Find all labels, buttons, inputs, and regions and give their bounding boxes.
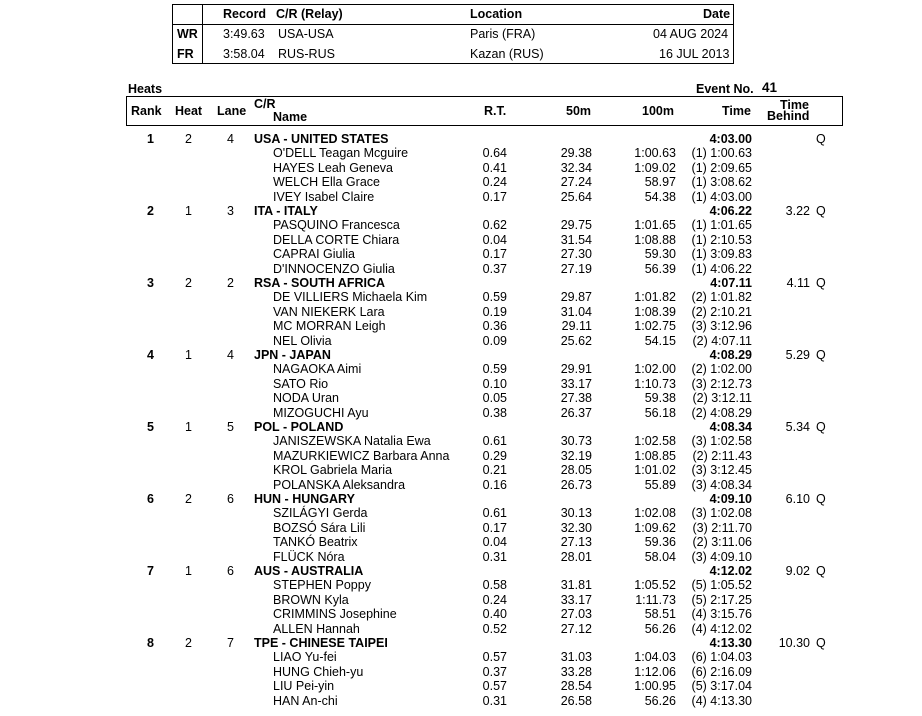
swimmer-row — [0, 622, 922, 636]
team-rank: 5 — [147, 420, 154, 434]
team-time-behind: 4.11 — [786, 276, 810, 290]
results-header — [126, 96, 843, 126]
split-50m: 33.28 — [560, 664, 592, 679]
swimmer-name: BROWN Kyla — [273, 592, 349, 607]
swimmer-row — [0, 377, 922, 391]
cumulative-time: (1) 4:03.00 — [691, 189, 752, 204]
team-rank: 4 — [147, 348, 154, 362]
reaction-time: 0.36 — [482, 319, 507, 334]
split-50m: 32.34 — [560, 160, 592, 175]
split-50m: 29.75 — [560, 218, 592, 233]
swimmer-name: MIZOGUCHI Ayu — [273, 405, 369, 420]
team-lane: 3 — [227, 204, 234, 218]
cumulative-time: (3) 3:12.45 — [691, 463, 752, 478]
cumulative-time: (1) 3:09.83 — [691, 247, 752, 262]
swimmer-name: MAZURKIEWICZ Barbara Anna — [273, 448, 450, 463]
split-50m: 25.62 — [560, 333, 592, 348]
swimmer-row — [0, 334, 922, 348]
team-heat: 1 — [185, 420, 192, 434]
swimmer-row — [0, 190, 922, 204]
cumulative-time: (5) 2:17.25 — [691, 592, 752, 607]
swimmer-name: FLÜCK Nóra — [273, 549, 345, 564]
reaction-time: 0.57 — [482, 679, 507, 694]
record-date: 16 JUL 2013 — [659, 47, 730, 61]
reaction-time: 0.29 — [482, 448, 507, 463]
reaction-time: 0.57 — [482, 650, 507, 665]
swimmer-row — [0, 694, 922, 708]
split-100m: 1:11.73 — [635, 592, 676, 607]
team-heat: 2 — [185, 636, 192, 650]
split-100m: 1:02.75 — [634, 319, 676, 334]
qualified-mark: Q — [816, 348, 826, 362]
team-heat: 2 — [185, 492, 192, 506]
cumulative-time: (2) 1:01.82 — [691, 290, 752, 305]
cumulative-time: (1) 1:01.65 — [691, 218, 752, 233]
team-row — [0, 276, 922, 290]
split-100m: 54.15 — [644, 333, 676, 348]
team-row — [0, 132, 922, 146]
team-name: USA - UNITED STATES — [254, 132, 389, 146]
reaction-time: 0.58 — [482, 578, 507, 593]
split-50m: 30.73 — [560, 434, 592, 449]
split-100m: 1:04.03 — [634, 650, 676, 665]
swimmer-name: NAGAOKA Aimi — [273, 362, 362, 377]
reaction-time: 0.38 — [482, 405, 507, 420]
team-time: 4:07.11 — [710, 276, 752, 290]
cumulative-time: (3) 2:12.73 — [691, 376, 752, 391]
split-100m: 56.26 — [644, 621, 676, 636]
team-heat: 2 — [185, 276, 192, 290]
cumulative-time: (6) 2:16.09 — [691, 664, 752, 679]
swimmer-name: VAN NIEKERK Lara — [273, 304, 385, 319]
reaction-time: 0.37 — [482, 261, 507, 276]
swimmer-name: BOZSÓ Sára Lili — [273, 520, 366, 535]
col-cr: C/R — [254, 97, 276, 111]
cumulative-time: (2) 3:11.06 — [692, 535, 752, 550]
swimmer-row — [0, 305, 922, 319]
team-rank: 1 — [147, 132, 154, 146]
swimmer-row — [0, 161, 922, 175]
team-heat: 1 — [185, 204, 192, 218]
team-time-behind: 10.30 — [778, 636, 810, 650]
reaction-time: 0.09 — [482, 333, 507, 348]
qualified-mark: Q — [816, 132, 826, 146]
team-time-behind: 3.22 — [785, 204, 810, 218]
swimmer-name: DELLA CORTE Chiara — [273, 232, 400, 247]
col-rank: Rank — [131, 104, 162, 118]
split-100m: 1:00.63 — [634, 146, 676, 161]
team-rank: 6 — [147, 492, 154, 506]
swimmer-row — [0, 550, 922, 564]
cumulative-time: (1) 1:00.63 — [691, 146, 752, 161]
reaction-time: 0.16 — [482, 477, 507, 492]
record-holder: RUS-RUS — [278, 47, 335, 61]
cumulative-time: (2) 2:11.43 — [692, 448, 752, 463]
swimmer-name: D'INNOCENZO Giulia — [273, 261, 395, 276]
split-100m: 56.18 — [644, 405, 676, 420]
split-100m: 58.04 — [644, 549, 676, 564]
team-row — [0, 636, 922, 650]
swimmer-row — [0, 578, 922, 592]
team-time: 4:09.10 — [709, 492, 752, 506]
team-time: 4:13.30 — [709, 636, 752, 650]
reaction-time: 0.52 — [482, 621, 507, 636]
cumulative-time: (2) 4:08.29 — [691, 405, 752, 420]
team-heat: 2 — [185, 132, 192, 146]
swimmer-name: TANKÓ Beatrix — [273, 535, 358, 550]
qualified-mark: Q — [816, 276, 826, 290]
split-100m: 59.38 — [644, 391, 676, 406]
reaction-time: 0.40 — [482, 607, 507, 622]
swimmer-name: NODA Uran — [273, 391, 339, 406]
team-row — [0, 204, 922, 218]
swimmer-row — [0, 262, 922, 276]
swimmer-name: LIAO Yu-fei — [273, 650, 337, 665]
split-50m: 27.03 — [560, 607, 592, 622]
swimmer-row — [0, 175, 922, 189]
reaction-time: 0.05 — [482, 391, 507, 406]
cumulative-time: (4) 3:15.76 — [691, 607, 752, 622]
cumulative-time: (5) 3:17.04 — [691, 679, 752, 694]
swimmer-name: CAPRAI Giulia — [273, 247, 355, 262]
swimmer-row — [0, 362, 922, 376]
split-50m: 28.01 — [560, 549, 592, 564]
event-label: Event No. — [696, 82, 754, 96]
swimmer-row — [0, 478, 922, 492]
split-50m: 31.04 — [560, 304, 592, 319]
swimmer-row — [0, 247, 922, 261]
records-table — [172, 4, 734, 64]
split-50m: 29.87 — [560, 290, 592, 305]
swimmer-name: IVEY Isabel Claire — [273, 189, 375, 204]
reaction-time: 0.64 — [482, 146, 507, 161]
team-rank: 7 — [147, 564, 154, 578]
team-time-behind: 5.34 — [785, 420, 810, 434]
split-100m: 1:08.88 — [634, 232, 676, 247]
reaction-time: 0.10 — [482, 376, 507, 391]
team-rank: 8 — [147, 636, 154, 650]
col-rt: R.T. — [484, 104, 507, 118]
split-100m: 1:10.73 — [634, 376, 676, 391]
team-row — [0, 348, 922, 362]
record-holder: USA-USA — [278, 27, 334, 41]
reaction-time: 0.24 — [482, 175, 507, 190]
team-lane: 4 — [227, 132, 234, 146]
records-header-record: Record — [223, 7, 267, 21]
team-name: JPN - JAPAN — [254, 348, 331, 362]
reaction-time: 0.62 — [482, 218, 507, 233]
swimmer-row — [0, 218, 922, 232]
swimmer-name: HAYES Leah Geneva — [273, 160, 393, 175]
reaction-time: 0.04 — [482, 535, 507, 550]
split-50m: 27.30 — [560, 247, 592, 262]
record-time: 3:49.63 — [223, 27, 265, 41]
split-100m: 1:01.82 — [634, 290, 676, 305]
col-100m: 100m — [642, 104, 674, 118]
qualified-mark: Q — [816, 636, 826, 650]
swimmer-row — [0, 406, 922, 420]
swimmer-name: O'DELL Teagan Mcguire — [273, 146, 409, 161]
qualified-mark: Q — [816, 420, 826, 434]
split-50m: 28.05 — [560, 463, 592, 478]
cumulative-time: (4) 4:13.30 — [691, 693, 752, 708]
split-100m: 58.97 — [644, 175, 676, 190]
split-50m: 27.12 — [560, 621, 592, 636]
split-100m: 1:12.06 — [634, 664, 676, 679]
team-row — [0, 492, 922, 506]
team-heat: 1 — [185, 348, 192, 362]
cumulative-time: (3) 4:09.10 — [691, 549, 752, 564]
cumulative-time: (2) 1:02.00 — [691, 362, 752, 377]
team-name: POL - POLAND — [254, 420, 344, 434]
team-row — [0, 564, 922, 578]
record-row-fr — [173, 45, 733, 63]
swimmer-row — [0, 146, 922, 160]
split-50m: 26.73 — [560, 477, 592, 492]
swimmer-row — [0, 434, 922, 448]
reaction-time: 0.61 — [482, 506, 507, 521]
record-location: Kazan (RUS) — [470, 47, 544, 61]
split-100m: 54.38 — [644, 189, 676, 204]
reaction-time: 0.19 — [482, 304, 507, 319]
swimmer-row — [0, 391, 922, 405]
split-100m: 1:02.00 — [634, 362, 676, 377]
cumulative-time: (3) 3:12.96 — [691, 319, 752, 334]
cumulative-time: (6) 1:04.03 — [691, 650, 752, 665]
col-50m: 50m — [566, 104, 592, 118]
split-100m: 59.30 — [644, 247, 676, 262]
reaction-time: 0.17 — [482, 520, 507, 535]
split-50m: 27.38 — [560, 391, 592, 406]
reaction-time: 0.37 — [482, 664, 507, 679]
swimmer-name: STEPHEN Poppy — [273, 578, 371, 593]
cumulative-time: (1) 4:06.22 — [691, 261, 752, 276]
swimmer-row — [0, 506, 922, 520]
team-time: 4:08.29 — [709, 348, 752, 362]
swimmer-name: HAN An-chi — [273, 693, 338, 708]
split-50m: 27.13 — [560, 535, 592, 550]
swimmer-name: KROL Gabriela Maria — [273, 463, 393, 478]
split-100m: 59.36 — [644, 535, 676, 550]
col-name: Name — [273, 110, 308, 124]
cumulative-time: (2) 3:12.11 — [692, 391, 752, 406]
split-50m: 27.24 — [560, 175, 592, 190]
split-100m: 58.51 — [644, 607, 676, 622]
swimmer-name: DE VILLIERS Michaela Kim — [273, 290, 428, 305]
swimmer-row — [0, 607, 922, 621]
team-lane: 6 — [227, 492, 234, 506]
swimmer-row — [0, 679, 922, 693]
reaction-time: 0.59 — [482, 362, 507, 377]
split-50m: 27.19 — [560, 261, 592, 276]
records-header-date: Date — [703, 7, 731, 21]
team-time: 4:03.00 — [709, 132, 752, 146]
split-50m: 32.30 — [560, 520, 592, 535]
qualified-mark: Q — [816, 564, 826, 578]
split-100m: 56.39 — [644, 261, 676, 276]
cumulative-time: (1) 3:08.62 — [691, 175, 752, 190]
split-50m: 29.11 — [561, 319, 592, 334]
split-50m: 31.03 — [560, 650, 592, 665]
team-lane: 7 — [227, 636, 234, 650]
reaction-time: 0.24 — [482, 592, 507, 607]
reaction-time: 0.59 — [482, 290, 507, 305]
swimmer-row — [0, 449, 922, 463]
swimmer-row — [0, 319, 922, 333]
swimmer-name: ALLEN Hannah — [273, 621, 360, 636]
split-50m: 26.58 — [560, 693, 592, 708]
split-50m: 31.54 — [560, 232, 592, 247]
team-name: RSA - SOUTH AFRICA — [254, 276, 386, 290]
reaction-time: 0.31 — [482, 549, 507, 564]
team-row — [0, 420, 922, 434]
swimmer-name: HUNG Chieh-yu — [273, 664, 364, 679]
split-100m: 1:01.02 — [634, 463, 676, 478]
split-100m: 1:02.08 — [634, 506, 676, 521]
split-100m: 1:05.52 — [634, 578, 676, 593]
cumulative-time: (3) 1:02.08 — [691, 506, 752, 521]
swimmer-row — [0, 593, 922, 607]
reaction-time: 0.41 — [482, 160, 507, 175]
records-header-cr: C/R (Relay) — [276, 7, 343, 21]
reaction-time: 0.04 — [482, 232, 507, 247]
swimmer-name: LIU Pei-yin — [273, 679, 335, 694]
cumulative-time: (1) 2:10.53 — [691, 232, 752, 247]
record-date: 04 AUG 2024 — [653, 27, 729, 41]
split-100m: 1:02.58 — [634, 434, 676, 449]
record-time: 3:58.04 — [223, 47, 265, 61]
record-code: FR — [177, 47, 194, 61]
split-50m: 29.91 — [560, 362, 592, 377]
col-heat: Heat — [175, 104, 203, 118]
swimmer-name: MC MORRAN Leigh — [273, 319, 386, 334]
reaction-time: 0.31 — [482, 693, 507, 708]
swimmer-name: NEL Olivia — [273, 333, 332, 348]
split-50m: 31.81 — [560, 578, 592, 593]
team-lane: 6 — [227, 564, 234, 578]
team-name: HUN - HUNGARY — [254, 492, 355, 506]
team-time-behind: 5.29 — [785, 348, 810, 362]
team-lane: 5 — [227, 420, 234, 434]
team-lane: 4 — [227, 348, 234, 362]
col-time-behind-2: Behind — [767, 109, 810, 123]
cumulative-time: (3) 2:11.70 — [692, 520, 752, 535]
heats-label: Heats — [128, 82, 163, 96]
team-time-behind: 9.02 — [785, 564, 810, 578]
split-50m: 32.19 — [560, 448, 592, 463]
cumulative-time: (2) 4:07.11 — [692, 333, 752, 348]
swimmer-row — [0, 665, 922, 679]
swimmer-name: CRIMMINS Josephine — [273, 607, 397, 622]
swimmer-row — [0, 535, 922, 549]
swimmer-name: JANISZEWSKA Natalia Ewa — [273, 434, 431, 449]
swimmer-row — [0, 290, 922, 304]
reaction-time: 0.17 — [482, 247, 507, 262]
split-100m: 1:09.62 — [634, 520, 676, 535]
event-number: 41 — [762, 80, 778, 95]
cumulative-time: (2) 2:10.21 — [691, 304, 752, 319]
split-50m: 29.38 — [560, 146, 592, 161]
split-50m: 28.54 — [560, 679, 592, 694]
team-time: 4:08.34 — [709, 420, 752, 434]
records-header-row — [173, 5, 733, 23]
split-50m: 30.13 — [560, 506, 592, 521]
team-rank: 2 — [147, 204, 154, 218]
reaction-time: 0.61 — [482, 434, 507, 449]
team-name: ITA - ITALY — [254, 204, 318, 218]
team-heat: 1 — [185, 564, 192, 578]
team-name: AUS - AUSTRALIA — [254, 564, 364, 578]
cumulative-time: (4) 4:12.02 — [691, 621, 752, 636]
swimmer-row — [0, 463, 922, 477]
cumulative-time: (3) 4:08.34 — [691, 477, 752, 492]
swimmer-row — [0, 521, 922, 535]
cumulative-time: (1) 2:09.65 — [691, 160, 752, 175]
split-50m: 26.37 — [560, 405, 592, 420]
record-code: WR — [177, 27, 198, 41]
reaction-time: 0.17 — [482, 189, 507, 204]
qualified-mark: Q — [816, 492, 826, 506]
col-time: Time — [722, 104, 751, 118]
team-time-behind: 6.10 — [785, 492, 810, 506]
record-row-wr — [173, 25, 733, 43]
swimmer-name: SZILÁGYI Gerda — [273, 506, 368, 521]
qualified-mark: Q — [816, 204, 826, 218]
swimmer-row — [0, 233, 922, 247]
col-lane: Lane — [217, 104, 247, 118]
split-100m: 56.26 — [644, 693, 676, 708]
split-100m: 1:09.02 — [634, 160, 676, 175]
swimmer-name: POLANSKA Aleksandra — [273, 477, 406, 492]
split-100m: 55.89 — [644, 477, 676, 492]
team-name: TPE - CHINESE TAIPEI — [254, 636, 388, 650]
cumulative-time: (5) 1:05.52 — [691, 578, 752, 593]
cumulative-time: (3) 1:02.58 — [691, 434, 752, 449]
split-100m: 1:08.39 — [634, 304, 676, 319]
team-lane: 2 — [227, 276, 234, 290]
records-header-location: Location — [470, 7, 523, 21]
team-time: 4:06.22 — [709, 204, 752, 218]
split-100m: 1:01.65 — [634, 218, 676, 233]
split-50m: 33.17 — [560, 592, 592, 607]
col-time-behind-1: Time — [780, 98, 809, 112]
reaction-time: 0.21 — [482, 463, 507, 478]
split-50m: 25.64 — [560, 189, 592, 204]
split-50m: 33.17 — [560, 376, 592, 391]
team-rank: 3 — [147, 276, 154, 290]
split-100m: 1:08.85 — [634, 448, 676, 463]
swimmer-row — [0, 650, 922, 664]
record-location: Paris (FRA) — [470, 27, 536, 41]
swimmer-name: SATO Rio — [273, 376, 329, 391]
swimmer-name: WELCH Ella Grace — [273, 175, 380, 190]
split-100m: 1:00.95 — [634, 679, 676, 694]
team-time: 4:12.02 — [709, 564, 752, 578]
swimmer-name: PASQUINO Francesca — [273, 218, 400, 233]
